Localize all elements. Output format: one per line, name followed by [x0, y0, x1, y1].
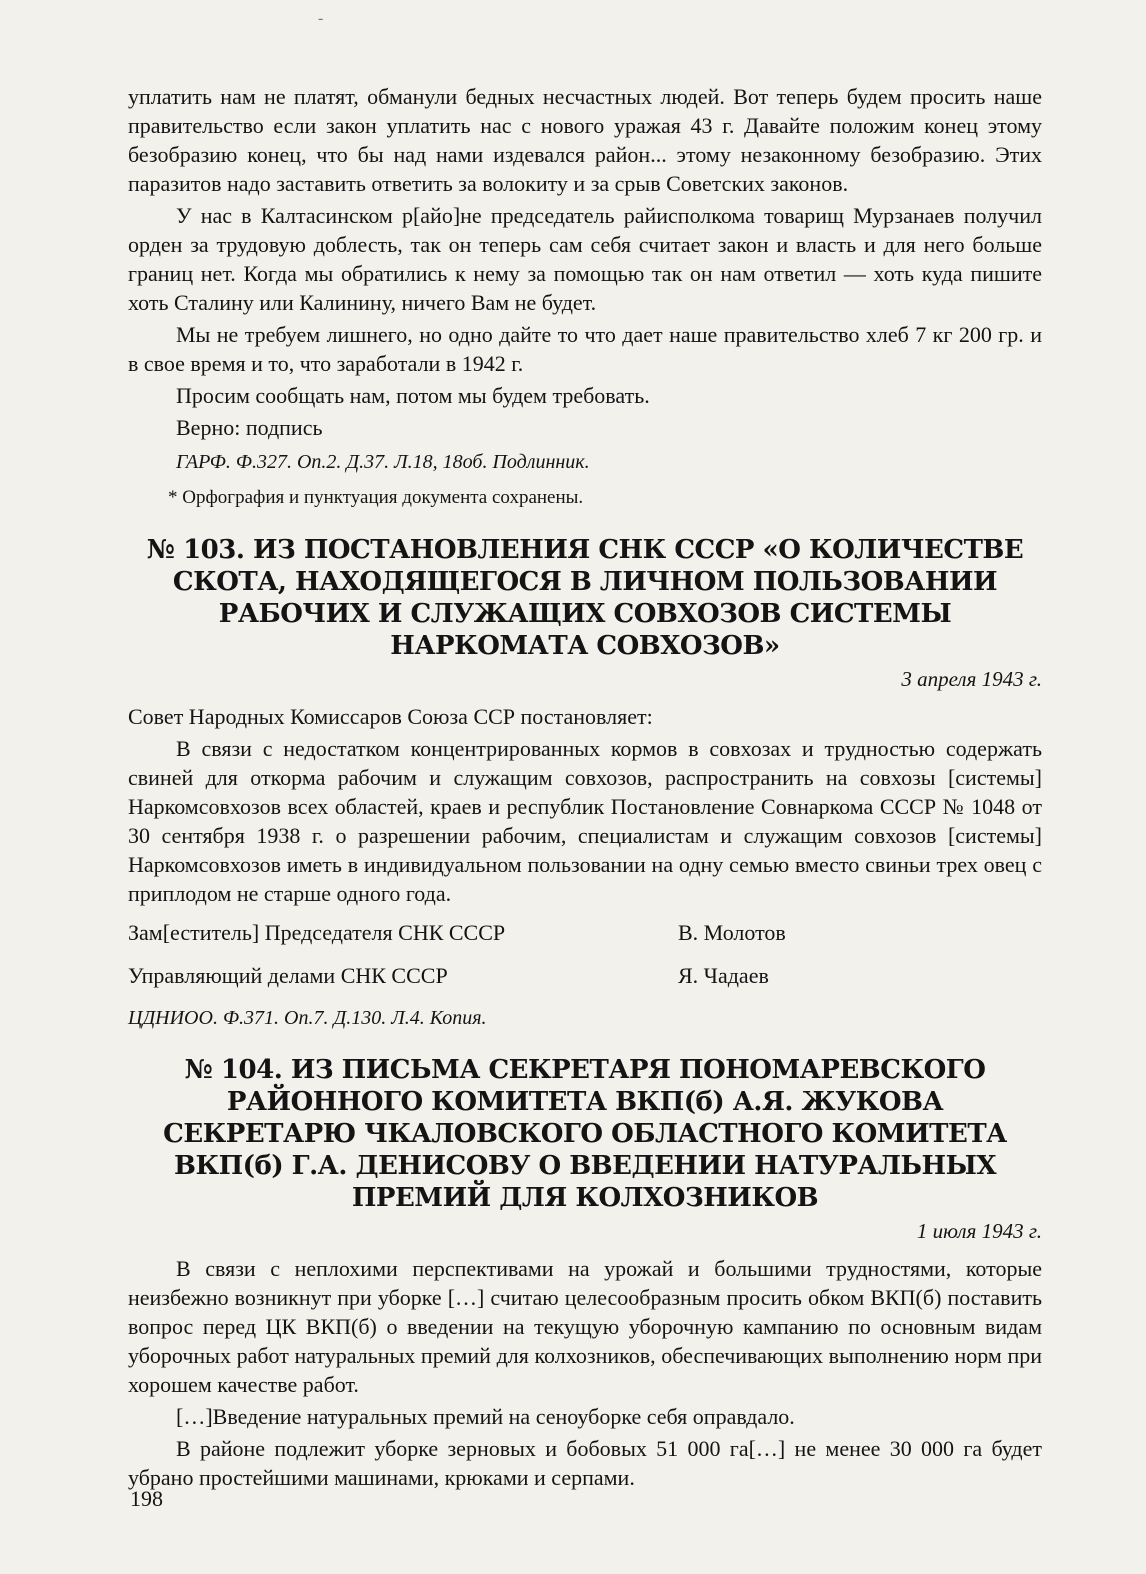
paragraph: В районе подлежит уборке зерновых и бобовых 51 000 га[…] не менее 30 000 га будет убрано простейшими машинами, крюками и серпами. [128, 1436, 1042, 1490]
paragraph: […]Введение натуральных премий на сеноуборке себя оправдало. [176, 1404, 795, 1429]
footnote: * Орфография и пунктуация документа сохранены. [168, 487, 584, 508]
signature-block [128, 918, 1042, 990]
paragraph: Просим сообщать нам, потом мы будем требовать. [176, 383, 650, 408]
signatory-role: Управляющий делами СНК СССР [128, 963, 448, 988]
scan-mark: - [318, 10, 324, 27]
paragraph: В связи с недостатком концентрированных кормов в совхозах и трудностью содержать свиней для откорма рабочим и служащим совхозов, распространить на совхозы [системы] Наркомсовхозов всех областей, краев и республик Постановление Совнаркома СССР № 1048 от 30 сентября 1938 г. о разрешении рабочим, специалистам и служащим совхозов [системы] Наркомсовхозов иметь в индивидуальном пользовании на одну семью вместо свиньи трех овец с приплодом не старше одного года. [128, 736, 1042, 906]
previous-document-continuation [128, 82, 1042, 512]
signatory-name: Я. Чадаев [678, 963, 769, 988]
document-heading: № 103. ИЗ ПОСТАНОВЛЕНИЯ СНК СССР «О КОЛИЧЕСТВЕ СКОТА, НАХОДЯЩЕГОСЯ В ЛИЧНОМ ПОЛЬЗОВАНИИ РАБОЧИХ И СЛУЖАЩИХ СОВХОЗОВ СИСТЕМЫ НАРКОМАТА СОВХОЗОВ» [146, 535, 1024, 661]
paragraph: У нас в Калтасинском р[айо]не председатель райисполкома товарищ Мурзанаев получил орден за трудовую доблесть, так он теперь сам себя считает закон и власть и для него больше границ нет. Когда мы обратились к нему за помощью так он нам ответил — хоть куда пишите хоть Сталину или Калинину, ничего Вам не будет. [128, 203, 1042, 315]
archive-source: ГАРФ. Ф.327. Оп.2. Д.37. Л.18, 18об. Подлинник. [176, 451, 590, 473]
signature-row [128, 961, 1042, 990]
paragraph: Совет Народных Комиссаров Союза ССР постановляет: [128, 704, 653, 729]
document-date: 3 апреля 1943 г. [901, 667, 1042, 691]
signatory-role: Зам[еститель] Председателя СНК СССР [128, 920, 506, 945]
page-number: 198 [130, 1486, 163, 1511]
document-104 [128, 1054, 1042, 1492]
document-heading: № 104. ИЗ ПИСЬМА СЕКРЕТАРЯ ПОНОМАРЕВСКОГО РАЙОННОГО КОМИТЕТА ВКП(б) А.Я. ЖУКОВА СЕКРЕТАРЮ ЧКАЛОВСКОГО ОБЛАСТНОГО КОМИТЕТА ВКП(б) Г.А. ДЕНИСОВУ О ВВЕДЕНИИ НАТУРАЛЬНЫХ ПРЕМИЙ ДЛЯ КОЛХОЗНИКОВ [163, 1055, 1007, 1213]
document-103 [128, 534, 1042, 1032]
paragraph: Мы не требуем лишнего, но одно дайте то что дает наше правительство хлеб 7 кг 200 гр. и в свое время и то, что заработали в 1942 г. [128, 322, 1042, 376]
paragraph: уплатить нам не платят, обманули бедных несчастных людей. Вот теперь будем просить наше правительство если закон уплатить нас с нового уражая 43 г. Давайте положим конец этому безобразию конец, что бы над нами издевался район... этому незаконному безобразию. Этих паразитов надо заставить ответить за волокиту и за срыв Советских законов. [128, 84, 1042, 196]
signature-row [128, 918, 1042, 947]
archive-source: ЦДНИОО. Ф.371. Оп.7. Д.130. Л.4. Копия. [128, 1007, 487, 1029]
signatory-name: В. Молотов [678, 920, 786, 945]
paragraph: В связи с неплохими перспективами на урожай и большими трудностями, которые неизбежно возникнут при уборке […] считаю целесообразным просить обком ВКП(б) поставить вопрос перед ЦК ВКП(б) о введении на текущую уборочную кампанию по основным видам уборочных работ натуральных премий для колхозников, обеспечивающих выполнению норм при хорошем качестве работ. [128, 1256, 1042, 1397]
document-date: 1 июля 1943 г. [916, 1219, 1042, 1243]
signature-note: Верно: подпись [176, 415, 323, 440]
